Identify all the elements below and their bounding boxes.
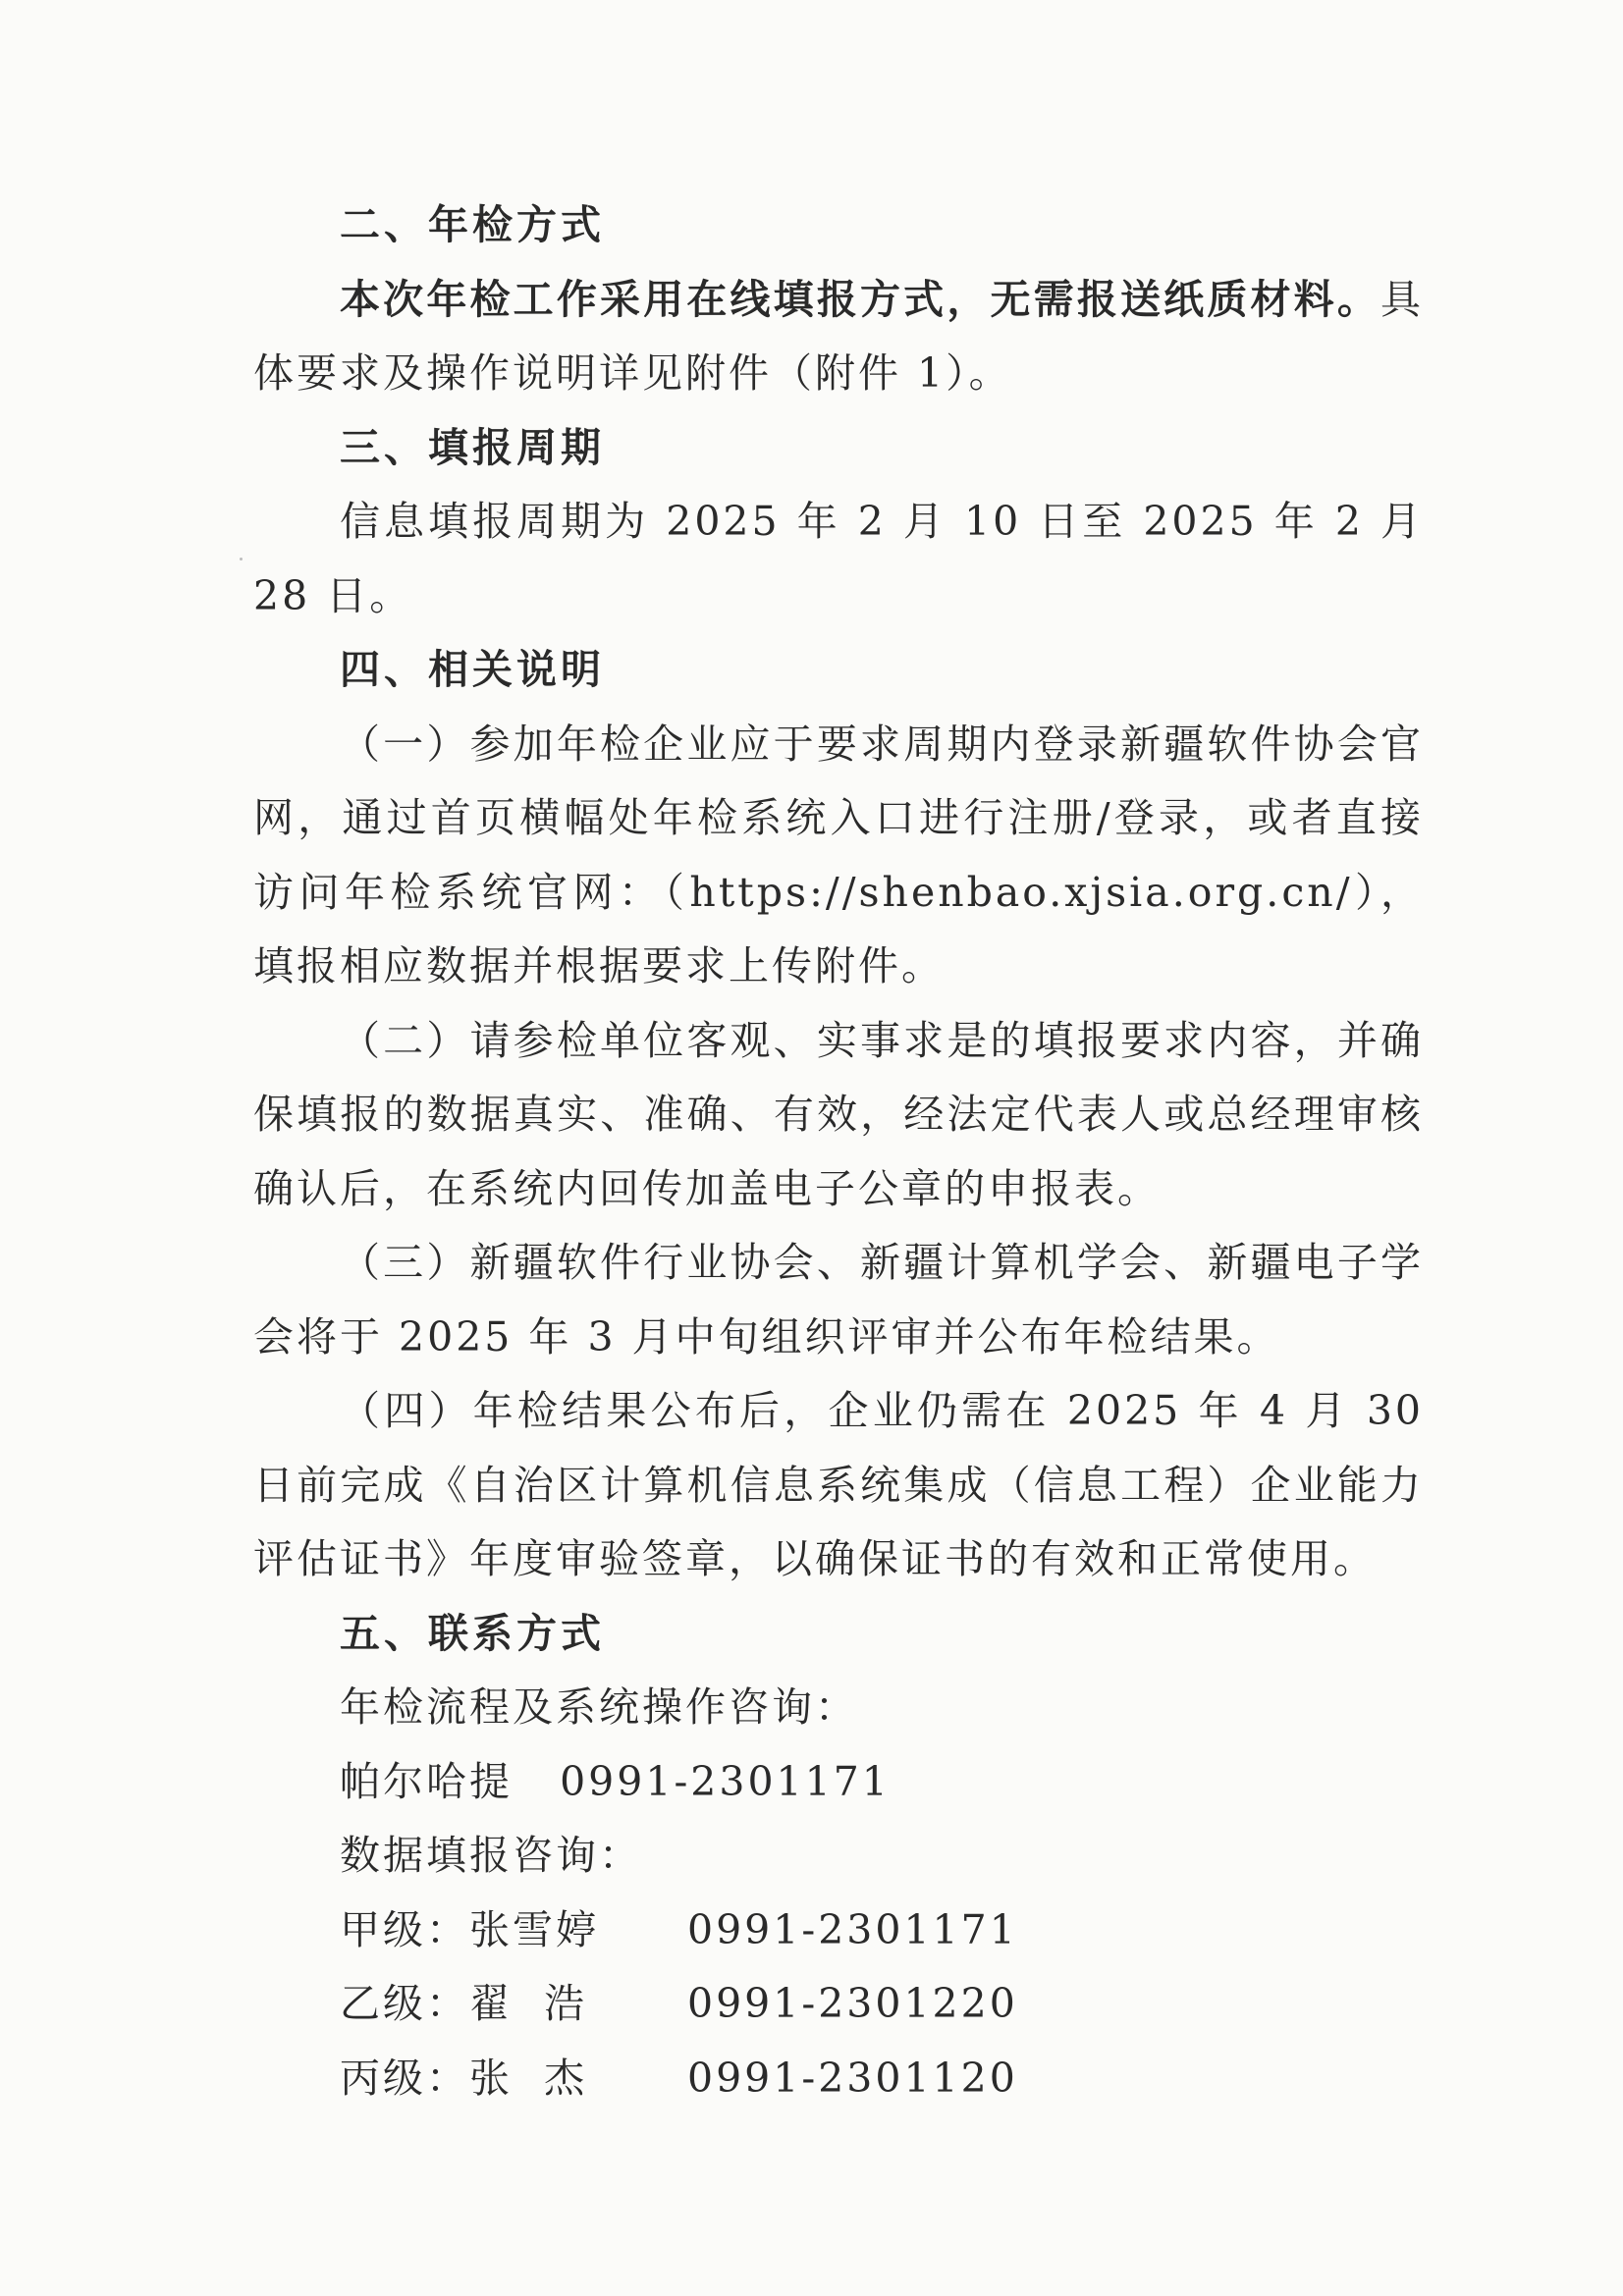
contact-phone: 0991-2301120 — [687, 2054, 1018, 2102]
paragraph-method — [253, 263, 1424, 411]
note-item-2: （二）请参检单位客观、实事求是的填报要求内容，并确保填报的数据真实、准确、有效，经法定代表人或总经理审核确认后，在系统内回传加盖电子公章的申报表。 — [253, 1016, 1424, 1212]
contact-row-grade-a — [253, 1894, 1424, 1968]
contact-person: 翟 浩 — [469, 1980, 588, 2027]
section-heading-period: 三、填报周期 — [340, 423, 605, 471]
process-consult-contact: 帕尔哈提 0991-2301171 — [340, 1757, 891, 1805]
contact-row-grade-c — [253, 2042, 1424, 2116]
method-bold-text: 本次年检工作采用在线填报方式，无需报送纸质材料。 — [340, 275, 1380, 323]
process-consult-label: 年检流程及系统操作咨询： — [340, 1683, 858, 1731]
contact-phone: 0991-2301220 — [687, 1980, 1018, 2027]
contact-phone: 0991-2301171 — [687, 1905, 1018, 1953]
contact-role: 乙级： — [340, 1980, 469, 2027]
contact-role: 丙级： — [340, 2054, 469, 2102]
document-body — [253, 188, 1424, 2115]
note-item-1: （一）参加年检企业应于要求周期内登录新疆软件协会官网，通过首页横幅处年检系统入口进行注册/登录，或者直接访问年检系统官网：（https://shenbao.xjsia.org.cn/），填报相应数据并根据要求上传附件。 — [253, 720, 1424, 989]
section-heading-notes: 四、相关说明 — [340, 646, 605, 693]
data-consult-label: 数据填报咨询： — [340, 1832, 642, 1879]
contact-person: 张 杰 — [469, 2054, 588, 2102]
contact-row-grade-b — [253, 1967, 1424, 2042]
method-rest-text: 具体要求及操作说明详见附件（附件 1）。 — [253, 275, 1424, 397]
contact-person: 张雪婷 — [469, 1905, 599, 1953]
paragraph-period: 信息填报周期为 2025 年 2 月 10 日至 2025 年 2 月 28 日。 — [253, 498, 1424, 619]
contact-role: 甲级： — [340, 1905, 469, 1953]
section-heading-contact: 五、联系方式 — [340, 1609, 605, 1657]
note-item-4: （四）年检结果公布后，企业仍需在 2025 年 4 月 30 日前完成《自治区计算机信息系统集成（信息工程）企业能力评估证书》年度审验签章，以确保证书的有效和正常使用。 — [253, 1387, 1424, 1582]
section-heading-method: 二、年检方式 — [340, 201, 605, 248]
note-item-3: （三）新疆软件行业协会、新疆计算机学会、新疆电子学会将于 2025 年 3 月中旬组织评审并公布年检结果。 — [253, 1239, 1424, 1361]
scan-speck — [240, 558, 243, 561]
